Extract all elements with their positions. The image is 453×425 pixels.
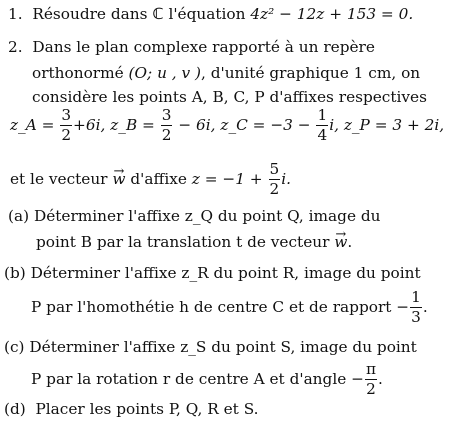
affix-w-tail: i. [281, 169, 291, 188]
vector-w: → w [112, 172, 125, 187]
question-text: l'équation [168, 5, 246, 23]
vector-line [10, 162, 291, 198]
question-text: Dans le plan complexe rapporté à un repère [32, 38, 375, 56]
subquestion-c-line-1 [4, 340, 417, 355]
affix-c-label: z_C = −3 − [220, 115, 311, 134]
subquestion-label: (a) [8, 207, 30, 225]
subquestion-label: (c) [4, 338, 25, 356]
question-text: P par la rotation r de centre A et d'angle − [31, 369, 364, 388]
question-text: d'affixe [130, 169, 187, 188]
affix-p: z_P = 3 + 2i, [343, 115, 445, 134]
question-text: , d'unité graphique 1 cm, on [200, 64, 421, 82]
subquestion-label: (d) [4, 400, 26, 418]
question-2-line-1 [8, 40, 375, 55]
question-text: Déterminer l'affixe z_Q du point Q, image du [33, 207, 381, 225]
question-text: Déterminer l'affixe z_S du point S, image du point [29, 338, 417, 356]
affixes-line [10, 108, 444, 144]
subquestion-b-line-2: P par l'homothétie h de centre C et de rapport − $\frac{1}{3}$ . [31, 288, 428, 327]
subquestion-label: (b) [4, 264, 26, 282]
fraction: $\frac{3}{2}$ [61, 106, 72, 145]
question-text: point B par la translation t de vecteur [36, 233, 330, 251]
subquestion-c-line-2: P par la rotation r de centre A et d'angle − $\frac{\pi}{2}$ . [31, 360, 383, 399]
complex-set-symbol: ℂ [152, 5, 164, 23]
fraction: $\frac{1}{3}$ [411, 288, 421, 327]
question-text: et le vecteur [10, 169, 108, 188]
subquestion-a-line-2: point B par la translation t de vecteur → w. [36, 235, 352, 250]
question-text: Résoudre dans [32, 5, 148, 23]
affix-b-tail: − 6i, [178, 115, 216, 134]
affix-a-tail: +6i, [73, 115, 106, 134]
question-1 [8, 7, 413, 22]
vector-w: → w [334, 235, 347, 250]
question-2-line-3 [32, 90, 427, 105]
subquestion-b-line-1 [4, 266, 421, 281]
affix-b-label: z_B = [110, 115, 155, 134]
subquestion-a-line-1 [8, 209, 381, 224]
question-text: P par l'homothétie h de centre C et de rapport − [31, 297, 410, 316]
equation: 4z² − 12z + 153 = 0. [250, 5, 414, 23]
question-text: Déterminer l'affixe z_R du point R, image du point [30, 264, 421, 282]
fraction: $\frac{5}{2}$ [269, 160, 280, 199]
subquestion-d [4, 402, 259, 417]
question-text: Placer les points P, Q, R et S. [35, 400, 259, 418]
fraction: $\frac{1}{4}$ [317, 106, 328, 145]
frame-notation: (O; u , v ) [128, 64, 201, 82]
question-2-line-2 [32, 66, 420, 81]
affix-a-label: z_A = [10, 115, 55, 134]
question-number: 1. [8, 5, 23, 23]
question-text: orthonormé [32, 64, 124, 82]
affix-w-label: z = −1 + [191, 169, 263, 188]
fraction: $\frac{3}{2}$ [161, 106, 172, 145]
question-number: 2. [8, 38, 23, 56]
question-text: considère les points A, B, C, P d'affixes respectives [32, 88, 427, 106]
affix-c-tail: i, [329, 115, 339, 134]
fraction: $\frac{\pi}{2}$ [365, 360, 377, 399]
